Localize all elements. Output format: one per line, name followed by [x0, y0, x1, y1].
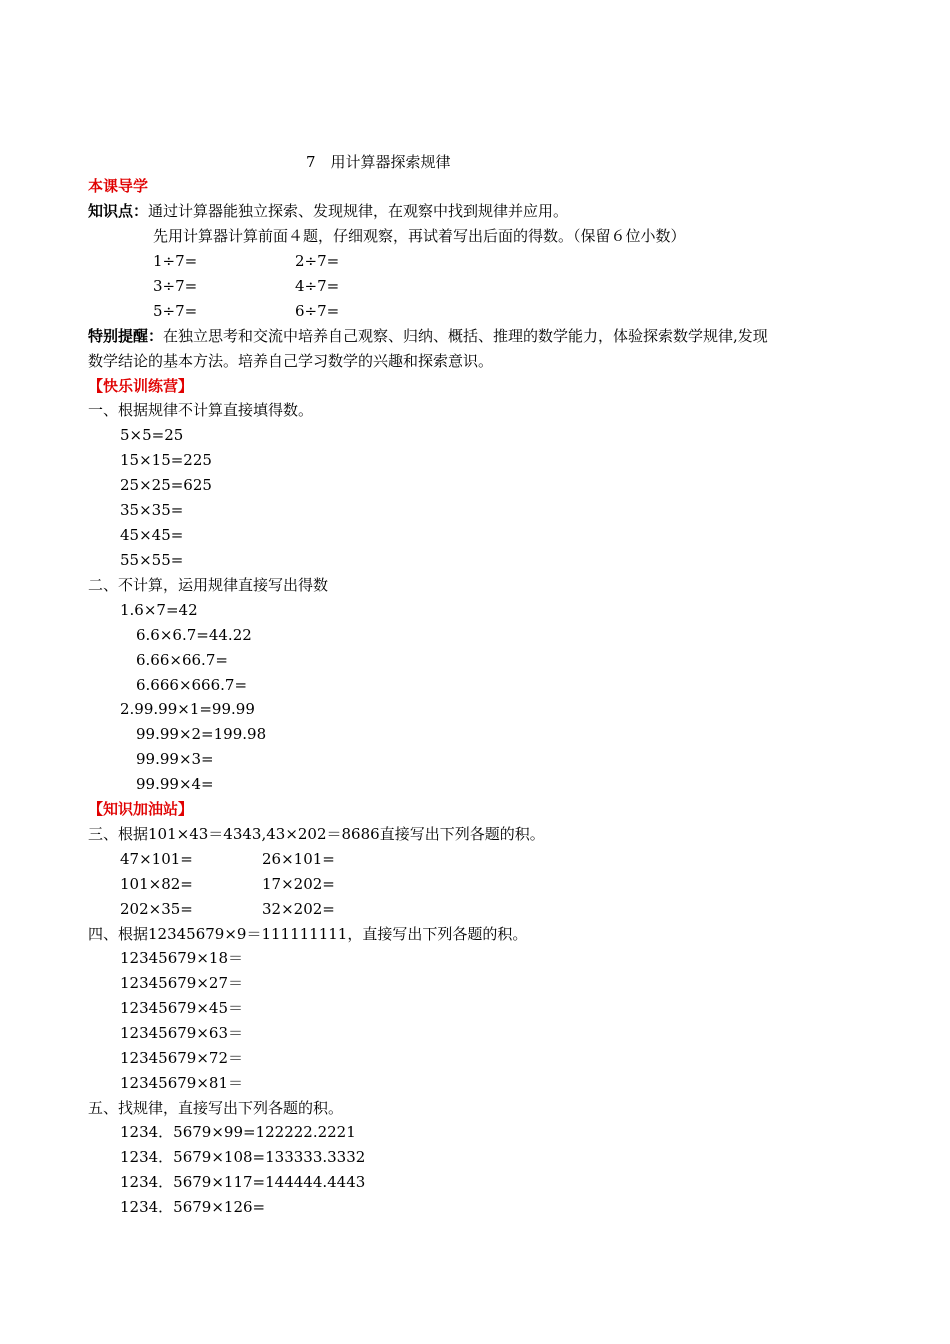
question-item: 1234．5679×108=133333.3332: [120, 1148, 366, 1166]
reminder: [88, 326, 768, 346]
reminder-label: 特别提醒：: [88, 327, 164, 345]
question-item: 1234．5679×117=144444.4443: [120, 1173, 366, 1191]
question-5-prompt: 五、找规律，直接写出下列各题的积。: [88, 1099, 344, 1117]
question-item: 32×202=: [262, 900, 335, 918]
question-item: 35×35=: [120, 501, 184, 519]
question-item: 99.99×2=199.98: [136, 725, 267, 743]
section-heading-training: 【快乐训练营】: [88, 377, 194, 395]
question-2-prompt: 二、不计算，运用规律直接写出得数: [88, 576, 329, 594]
problem: 3÷7=: [153, 277, 198, 295]
question-item: 12345679×63＝: [120, 1024, 244, 1042]
question-item: 45×45=: [120, 526, 184, 544]
question-item: 12345679×72＝: [120, 1049, 244, 1067]
question-item: 2.99.99×1=99.99: [120, 700, 255, 718]
question-1-prompt: 一、根据规律不计算直接填得数。: [88, 401, 314, 419]
reminder-text-line2: 数学结论的基本方法。培养自己学习数学的兴趣和探索意识。: [88, 352, 494, 370]
question-item: 47×101=: [120, 850, 193, 868]
question-item: 99.99×4=: [136, 775, 214, 793]
question-item: 55×55=: [120, 551, 184, 569]
reminder-text-line1: 在独立思考和交流中培养自己观察、归纳、概括、推理的数学能力，体验探索数学规律,发现: [163, 327, 768, 345]
question-item: 6.66×66.7=: [136, 651, 228, 669]
knowledge-point: [88, 201, 568, 221]
knowledge-text: 通过计算器能独立探索、发现规律，在观察中找到规律并应用。: [148, 202, 569, 220]
knowledge-label: 知识点：: [88, 202, 149, 220]
question-item: 12345679×18＝: [120, 949, 244, 967]
problem: 5÷7=: [153, 302, 198, 320]
question-item: 5×5=25: [120, 426, 184, 444]
question-4-prompt: 四、根据12345679×9＝111111111，直接写出下列各题的积。: [88, 925, 528, 943]
question-item: 26×101=: [262, 850, 335, 868]
question-item: 6.6×6.7=44.22: [136, 626, 252, 644]
section-heading-knowledge: 【知识加油站】: [88, 800, 194, 818]
question-item: 6.666×666.7=: [136, 676, 248, 694]
question-item: 99.99×3=: [136, 750, 214, 768]
question-item: 15×15=225: [120, 451, 212, 469]
question-item: 12345679×27＝: [120, 974, 244, 992]
question-item: 12345679×81＝: [120, 1074, 244, 1092]
question-item: 1.6×7=42: [120, 601, 198, 619]
problem: 1÷7=: [153, 252, 198, 270]
instruction-text: 先用计算器计算前面４题，仔细观察，再试着写出后面的得数。（保留６位小数）: [153, 227, 686, 245]
question-item: 1234．5679×126=: [120, 1198, 266, 1216]
page-title: 7 用计算器探索规律: [306, 153, 451, 171]
question-item: 17×202=: [262, 875, 335, 893]
question-item: 1234．5679×99=122222.2221: [120, 1123, 356, 1141]
question-item: 101×82=: [120, 875, 193, 893]
problem: 2÷7=: [295, 252, 340, 270]
problem: 6÷7=: [295, 302, 340, 320]
problem: 4÷7=: [295, 277, 340, 295]
section-heading-guide: 本课导学: [88, 177, 149, 195]
question-3-prompt: 三、根据101×43＝4343,43×202＝8686直接写出下列各题的积。: [88, 825, 545, 843]
question-item: 12345679×45＝: [120, 999, 244, 1017]
question-item: 202×35=: [120, 900, 193, 918]
question-item: 25×25=625: [120, 476, 212, 494]
